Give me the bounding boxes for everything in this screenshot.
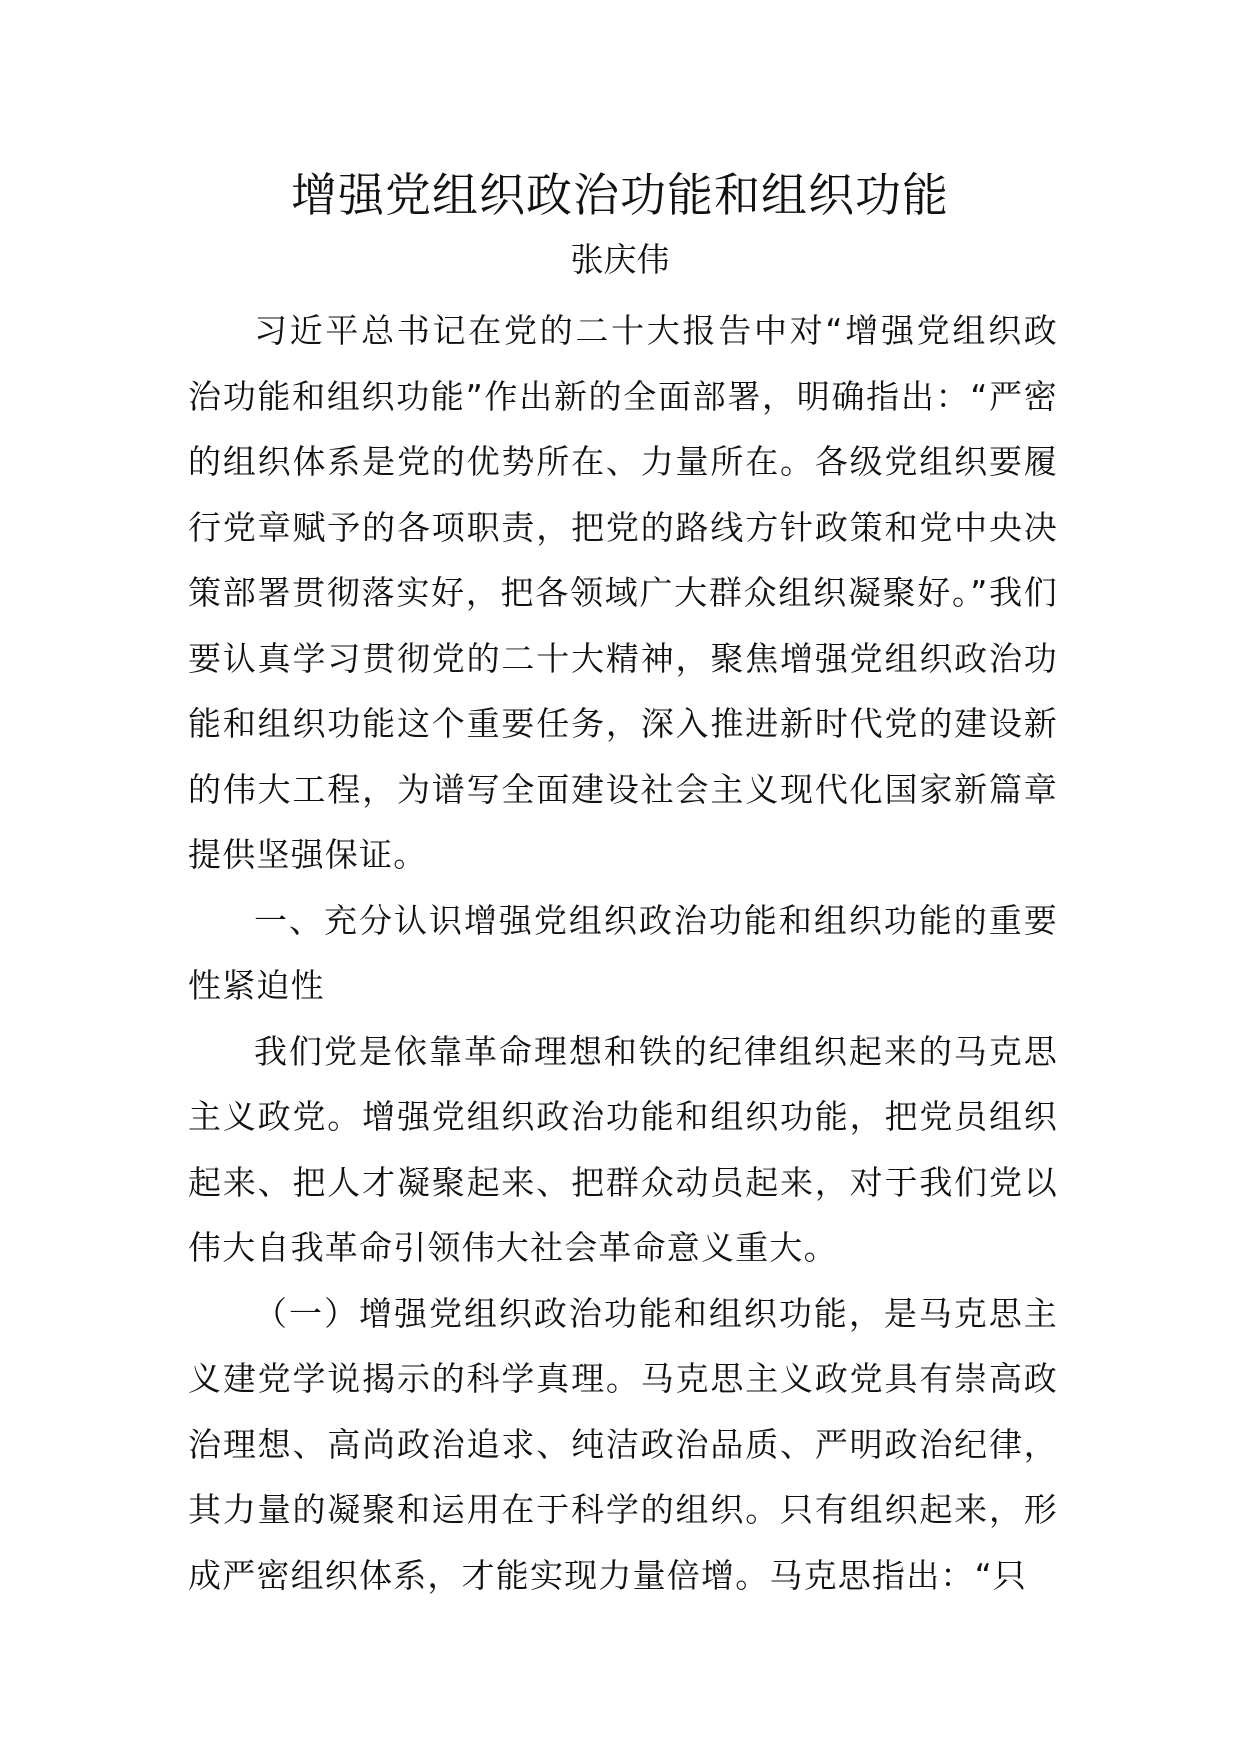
paragraph-intro: 习近平总书记在党的二十大报告中对“增强党组织政治功能和组织功能”作出新的全面部署，明确指出：“严密的组织体系是党的优势所在、力量所在。各级党组织要履行党章赋予的各项职责，把党的路线方针政策和党中央决策部署贯彻落实好，把各领域广大群众组织凝聚好。”我们要认真学习贯彻党的二十大精神，聚焦增强党组织政治功能和组织功能这个重要任务，深入推进新时代党的建设新的伟大工程，为谱写全面建设社会主义现代化国家新篇章提供坚强保证。	[188, 311, 1058, 874]
document-body	[188, 298, 1058, 1608]
paragraph-section-1: 我们党是依靠革命理想和铁的纪律组织起来的马克思主义政党。增强党组织政治功能和组织功能，把党员组织起来、把人才凝聚起来、把群众动员起来，对于我们党以伟大自我革命引领伟大社会革命意义重大。	[188, 1031, 1058, 1267]
paragraph-subsection-1: （一）增强党组织政治功能和组织功能，是马克思主义建党学说揭示的科学真理。马克思主义政党具有崇高政治理想、高尚政治追求、纯洁政治品质、严明政治纪律，其力量的凝聚和运用在于科学的组织。只有组织起来，形成严密组织体系，才能实现力量倍增。马克思指出：“只	[188, 1293, 1058, 1595]
document-title: 增强党组织政治功能和组织功能	[291, 168, 949, 222]
section-heading-1: 一、充分认识增强党组织政治功能和组织功能的重要性紧迫性	[188, 900, 1058, 1005]
document-author: 张庆伟	[570, 240, 670, 279]
